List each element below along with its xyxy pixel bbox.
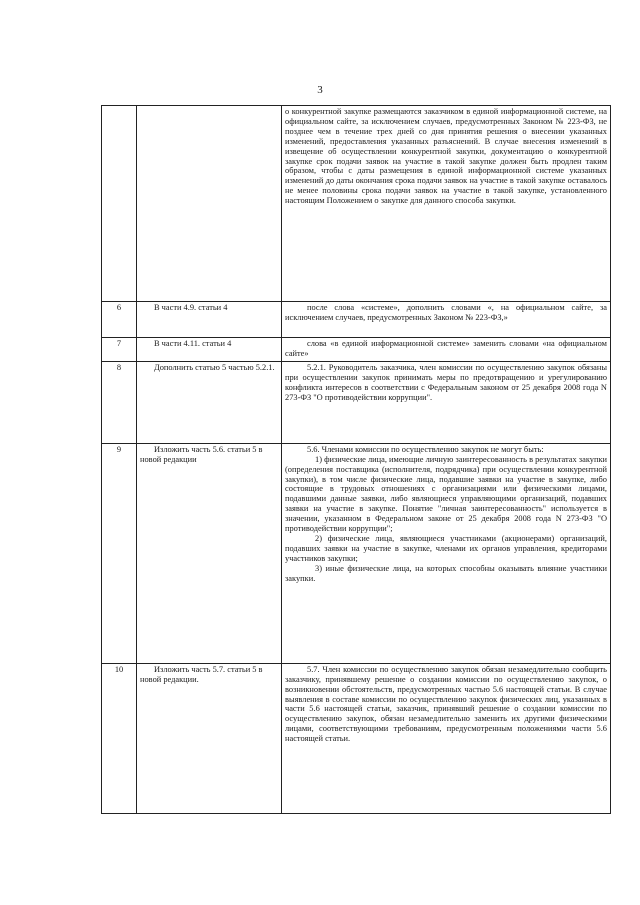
row-amendment-text: [282, 338, 611, 362]
row-amendment-text: [282, 106, 611, 302]
amendment-paragraph: после слова «системе», дополнить словами «, на официальном сайте, за исключением случаев, предусмотренных Законом № 223-ФЗ,»: [285, 303, 607, 322]
row-location: Изложить часть 5.7. статьи 5 в новой редакции.: [137, 663, 282, 813]
row-location: [137, 106, 282, 302]
table-row: [102, 361, 611, 443]
row-amendment-text: [282, 443, 611, 663]
row-number: 6: [102, 302, 137, 338]
amendment-paragraph: 5.6. Членами комиссии по осуществлению закупок не могут быть:: [307, 444, 544, 454]
row-amendment-text: [282, 361, 611, 443]
amendments-table: [101, 105, 611, 814]
amendment-list-item: 1) физические лица, имеющие личную заинтересованность в результатах закупки (определения поставщика (исполнителя, подрядчика) при осуществлении конкурентной закупки), в том числе физические лица, подавшие заявки на участие в закупке, либо состоящие в трудовых отношениях с организациями или физическими лицами, подавшими данные заявки, либо являющиеся управляющими организаций, подавших заявки на участие в закупке. Понятие "личная заинтересованность" используется в значении, указанном в Федеральном законе от 25 декабря 2008 года N 273-ФЗ "О противодействии коррупции";: [285, 454, 607, 534]
row-location: Дополнить статью 5 частью 5.2.1.: [137, 361, 282, 443]
table-row: [102, 106, 611, 302]
row-number: 8: [102, 361, 137, 443]
table-row: [102, 443, 611, 663]
row-number: 9: [102, 443, 137, 663]
row-location: В части 4.11. статьи 4: [137, 338, 282, 362]
table-row: [102, 338, 611, 362]
row-location: Изложить часть 5.6. статьи 5 в новой редакции: [137, 443, 282, 663]
table-row: [102, 663, 611, 813]
table-row: [102, 302, 611, 338]
amendment-paragraph: 5.7. Член комиссии по осуществлению закупок обязан незамедлительно сообщить заказчику, принявшему решение о создании комиссии по осуществлению закупок, о возникновении обстоятельств, предусмотренных частью 5.6 настоящей статьи. В случае выявления в составе комиссии по осуществлению закупок физических лиц, указанных в части 5.6 настоящей статьи, заказчик, принявший решение о создании комиссии по осуществлению закупок, обязан незамедлительно заменить их другими физическими лицами, соответствующими требованиям, предусмотренным положениями части 5.6 настоящей статьи.: [285, 664, 607, 744]
row-number: 7: [102, 338, 137, 362]
amendment-paragraph: слова «в единой информационной системе» заменить словами «на официальном сайте»: [285, 339, 607, 358]
page-number: 3: [317, 84, 323, 96]
row-amendment-text: [282, 302, 611, 338]
row-location: В части 4.9. статьи 4: [137, 302, 282, 338]
amendment-paragraph: о конкурентной закупке размещаются заказчиком в единой информационной системе, на официальном сайте, за исключением случаев, предусмотренных Законом № 223-ФЗ, не позднее чем в течение трех дней со дня принятия решения о внесении указанных изменений, предоставления указанных разъяснений. В случае внесения изменений в извещение об осуществлении конкурентной закупки, документацию о конкурентной закупке срок подачи заявок на участие в такой закупке должен быть продлен таким образом, чтобы с даты размещения в единой информационной системе указанных изменений до даты окончания срока подачи заявок на участие в такой закупке оставалось не менее половины срока подачи заявок на участие в такой закупке, установленного настоящим Положением о закупке для данного способа закупки.: [285, 107, 607, 206]
amendment-list-item: 3) иные физические лица, на которых способны оказывать влияние участники закупки.: [285, 563, 607, 583]
amendment-list-item: 2) физические лица, являющиеся участниками (акционерами) организаций, подавших заявки на участие в закупке, членами их органов управления, кредиторами участников закупки;: [285, 533, 607, 563]
amendment-paragraph: 5.2.1. Руководитель заказчика, член комиссии по осуществлению закупок обязаны при осуществлении закупок принимать меры по предотвращению и урегулированию конфликта интересов в соответствии с Федеральным законом от 25 декабря 2008 года N 273-ФЗ "О противодействии коррупции".: [285, 362, 607, 402]
row-number: 10: [102, 663, 137, 813]
row-number: [102, 106, 137, 302]
row-amendment-text: [282, 663, 611, 813]
